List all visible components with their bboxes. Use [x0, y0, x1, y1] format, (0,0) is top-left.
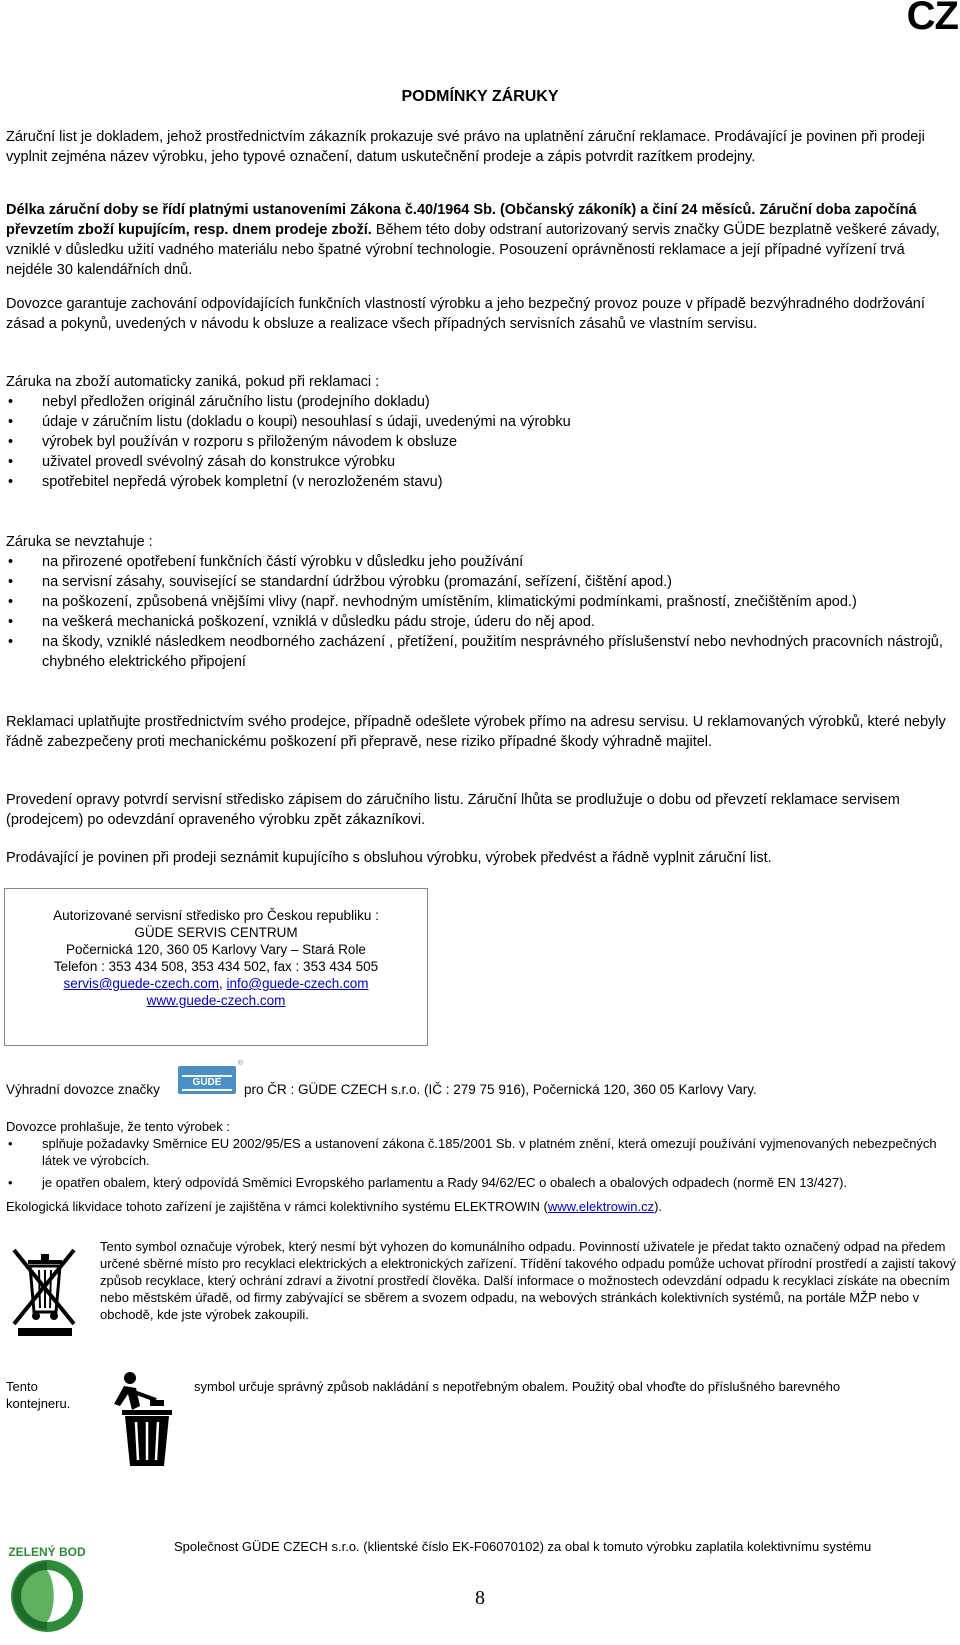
declaration-list	[6, 1135, 956, 1191]
recycle-bin-icon	[100, 1370, 178, 1470]
bullet-icon: •	[8, 1175, 13, 1190]
bullet-icon: •	[8, 574, 14, 590]
section-declaration	[6, 1118, 956, 1191]
service-center-emails: servis@guede-czech.com, info@guede-czech.com	[63, 976, 369, 991]
bin-text-right: symbol určuje správný způsob nakládání s nepotřebným obalem. Použitý obal vhoďte do příslušného barevného	[194, 1379, 841, 1394]
warranty-void-list	[6, 392, 954, 492]
declaration-intro: Dovozce prohlašuje, že tento výrobek :	[6, 1119, 231, 1134]
green-dot-description: Společnost GÜDE CZECH s.r.o. (klientské číslo EK-F06070102) za obal k tomuto výrobku zaplatila kolektivnímu systému	[174, 1539, 872, 1554]
page-title: PODMÍNKY ZÁRUKY	[401, 88, 559, 105]
service-center-phone: Telefon : 353 434 508, 353 434 502, fax : 353 434 505	[53, 959, 379, 974]
elektrowin-link[interactable]: www.elektrowin.cz	[547, 1199, 655, 1214]
website-link[interactable]: www.guede-czech.com	[146, 993, 286, 1008]
bullet-icon: •	[8, 594, 14, 610]
green-dot-logo-text: ZELENÝ BOD	[8, 1545, 86, 1559]
list-item: • nebyl předložen originál záručního listu (prodejního dokladu)	[8, 394, 430, 410]
importer-details: pro ČR : GÜDE CZECH s.r.o. (IČ : 279 75 916), Počernická 120, 360 05 Karlovy Vary.	[244, 1082, 757, 1097]
list-item: • na servisní zásahy, související se standardní údržbou výrobku (promazání, seřízení, čištění apod.)	[8, 574, 672, 590]
service-center-box	[4, 888, 428, 1046]
paragraph-claim-procedure: Reklamaci uplatňujte prostřednictvím svého prodejce, případně odešlete výrobek přímo na adresu servisu. U reklamovaných výrobků, které nebyly řádně zabezpečeny proti mechanickému poškození při přepravě, nese riziko případné škody výhradně majitel.	[6, 714, 946, 750]
list-item: • výrobek byl používán v rozporu s přiloženým návodem k obsluze	[8, 434, 458, 450]
language-badge: CZ	[906, 0, 958, 38]
list-item: • spotřebitel nepředá výrobek kompletní (v nerozloženém stavu)	[8, 474, 443, 490]
section-warranty-exclusions	[6, 532, 954, 672]
guede-logo-icon: GÜDE ®	[178, 1066, 236, 1094]
email-link-servis[interactable]: servis@guede-czech.com	[63, 976, 219, 991]
page-number: 8	[475, 1587, 485, 1609]
warranty-exclusions-list	[6, 552, 954, 672]
registered-mark-icon: ®	[237, 1060, 243, 1067]
bullet-icon: •	[8, 474, 14, 490]
paragraph-warranty-intro: Záruční list je dokladem, jehož prostřednictvím zákazník prokazuje své právo na uplatnění záruční reklamace. Prodávající je povinen při prodeji vyplnit zejména název výrobku, jeho typové označení, datum uskutečnění prodeje a zápis potvrdit razítkem prodejny.	[6, 129, 925, 165]
service-center-address: Počernická 120, 360 05 Karlovy Vary – Stará Role	[66, 942, 366, 957]
bullet-icon: •	[8, 1136, 13, 1151]
warranty-length-rest: Během této doby odstraní autorizovaný servis značky GÜDE bezplatně veškeré závady, vzniklé v důsledku užití vadného materiálu nebo špatné výrobní technologie. Posouzení oprávněnosti reklamace a její případné vyřízení trvá nejdéle 30 kalendářních dnů.	[6, 222, 940, 278]
bullet-icon: •	[8, 414, 14, 430]
list-item: • je opatřen obalem, který odpovídá Směmici Evropského parlamentu a Rady 94/62/EC o obalech a obalových odpadech (normě EN 13/427).	[8, 1175, 848, 1190]
bullet-icon: •	[8, 434, 14, 450]
bullet-icon: •	[8, 394, 14, 410]
service-center-name: GÜDE SERVIS CENTRUM	[134, 925, 298, 940]
paragraph-warranty-length	[6, 200, 954, 280]
service-box-heading: Autorizované servisní středisko pro Českou republiku :	[53, 908, 379, 923]
paragraph-repair-confirmation: Provedení opravy potvrdí servisní středisko zápisem do záručního listu. Záruční lhůta se prodlužuje o dobu od převzetí reklamace servisem (prodejcem) po odevzdání opraveného výrobku zpět zákazníkovi.	[6, 792, 900, 828]
list-item: • údaje v záručním listu (dokladu o koupi) nesouhlasí s údaji, uvedenými na výrobku	[8, 414, 571, 430]
email-link-info[interactable]: info@guede-czech.com	[226, 976, 369, 991]
bin-text-left: Tento kontejneru.	[6, 1379, 71, 1411]
paragraph-importer-guarantee: Dovozce garantuje zachování odpovídajících funkčních vlastností výrobku a jeho bezpečný provoz pouze v případě bezvýhradného dodržování zásad a pokynů, uvedených v návodu k obsluze a realizace všech případných servisních zásahů ve vlastním servisu.	[6, 296, 925, 332]
section-warranty-void	[6, 372, 954, 492]
list-item: • uživatel provedl svévolný zásah do konstrukce výrobku	[8, 454, 396, 470]
list-item: • na poškození, způsobená vnějšími vlivy (např. nevhodným umístěním, klimatickými podmínkami, prašností, znečištěním apod.)	[8, 594, 857, 610]
warranty-void-intro: Záruka na zboží automaticky zaniká, pokud při reklamaci :	[6, 374, 380, 390]
list-item: • na veškerá mechanická poškození, vzniklá v důsledku pádu stroje, úderu do něj apod.	[8, 614, 595, 630]
bullet-icon: •	[8, 634, 14, 650]
weee-description: Tento symbol označuje výrobek, který nesmí být vyhozen do komunálního odpadu. Povinností uživatele je předat takto označený odpad na předem určené sběrné místo pro recyklaci elektrických a elektronických zařízení. Třídění takového odpadu pomůže uchovat přírodní prostředí a zajistí takový způsob recyklace, který ochrání zdraví a životní prostředí člověka. Další informace o možnostech odevzdání odpadu k recyklaci získáte na obecním nebo městském úřadě, od firmy zabývající se sběrem a svozem odpadu, na webových stránkách kolektivních systémů, na portále MŽP nebo v obchodě, kde jste výrobek zakoupili.	[100, 1239, 957, 1322]
list-item: • na škody, vzniklé následkem neodborného zacházení , přetížení, použitím nesprávného příslušenství nebo nevhodných pracovních nástrojů, chybného elektrického připojení	[8, 634, 943, 670]
warranty-exclusions-intro: Záruka se nevztahuje :	[6, 534, 153, 550]
crossed-bin-icon	[8, 1238, 80, 1338]
bullet-icon: •	[8, 554, 14, 570]
list-item: • splňuje požadavky Směrnice EU 2002/95/ES a ustanovení zákona č.185/2001 Sb. v platném znění, která omezují používání vyjmenovaných nebezpečných látek ve výrobcích.	[8, 1136, 937, 1168]
bullet-icon: •	[8, 614, 14, 630]
eco-disposal-line: Ekologická likvidace tohoto zařízení je zajištěna v rámci kolektivního systému ELEKTROWIN (www.elektrowin.cz).	[6, 1199, 663, 1214]
list-item: • na přirozené opotřebení funkčních částí výrobku v důsledku jeho používání	[8, 554, 524, 570]
warranty-length-bold: Délka záruční doby se řídí platnými ustanoveními Zákona č.40/1964 Sb. (Občanský zákoník) a činí 24 měsíců. Záruční doba započíná převzetím zboží kupujícím, resp. dnem prodeje zboží.	[6, 202, 917, 238]
importer-prefix: Výhradní dovozce značky	[6, 1082, 160, 1097]
paragraph-seller-duty: Prodávající je povinen při prodeji seznámit kupujícího s obsluhou výrobku, výrobek předvést a řádně vyplnit záruční list.	[6, 850, 772, 866]
bullet-icon: •	[8, 454, 14, 470]
